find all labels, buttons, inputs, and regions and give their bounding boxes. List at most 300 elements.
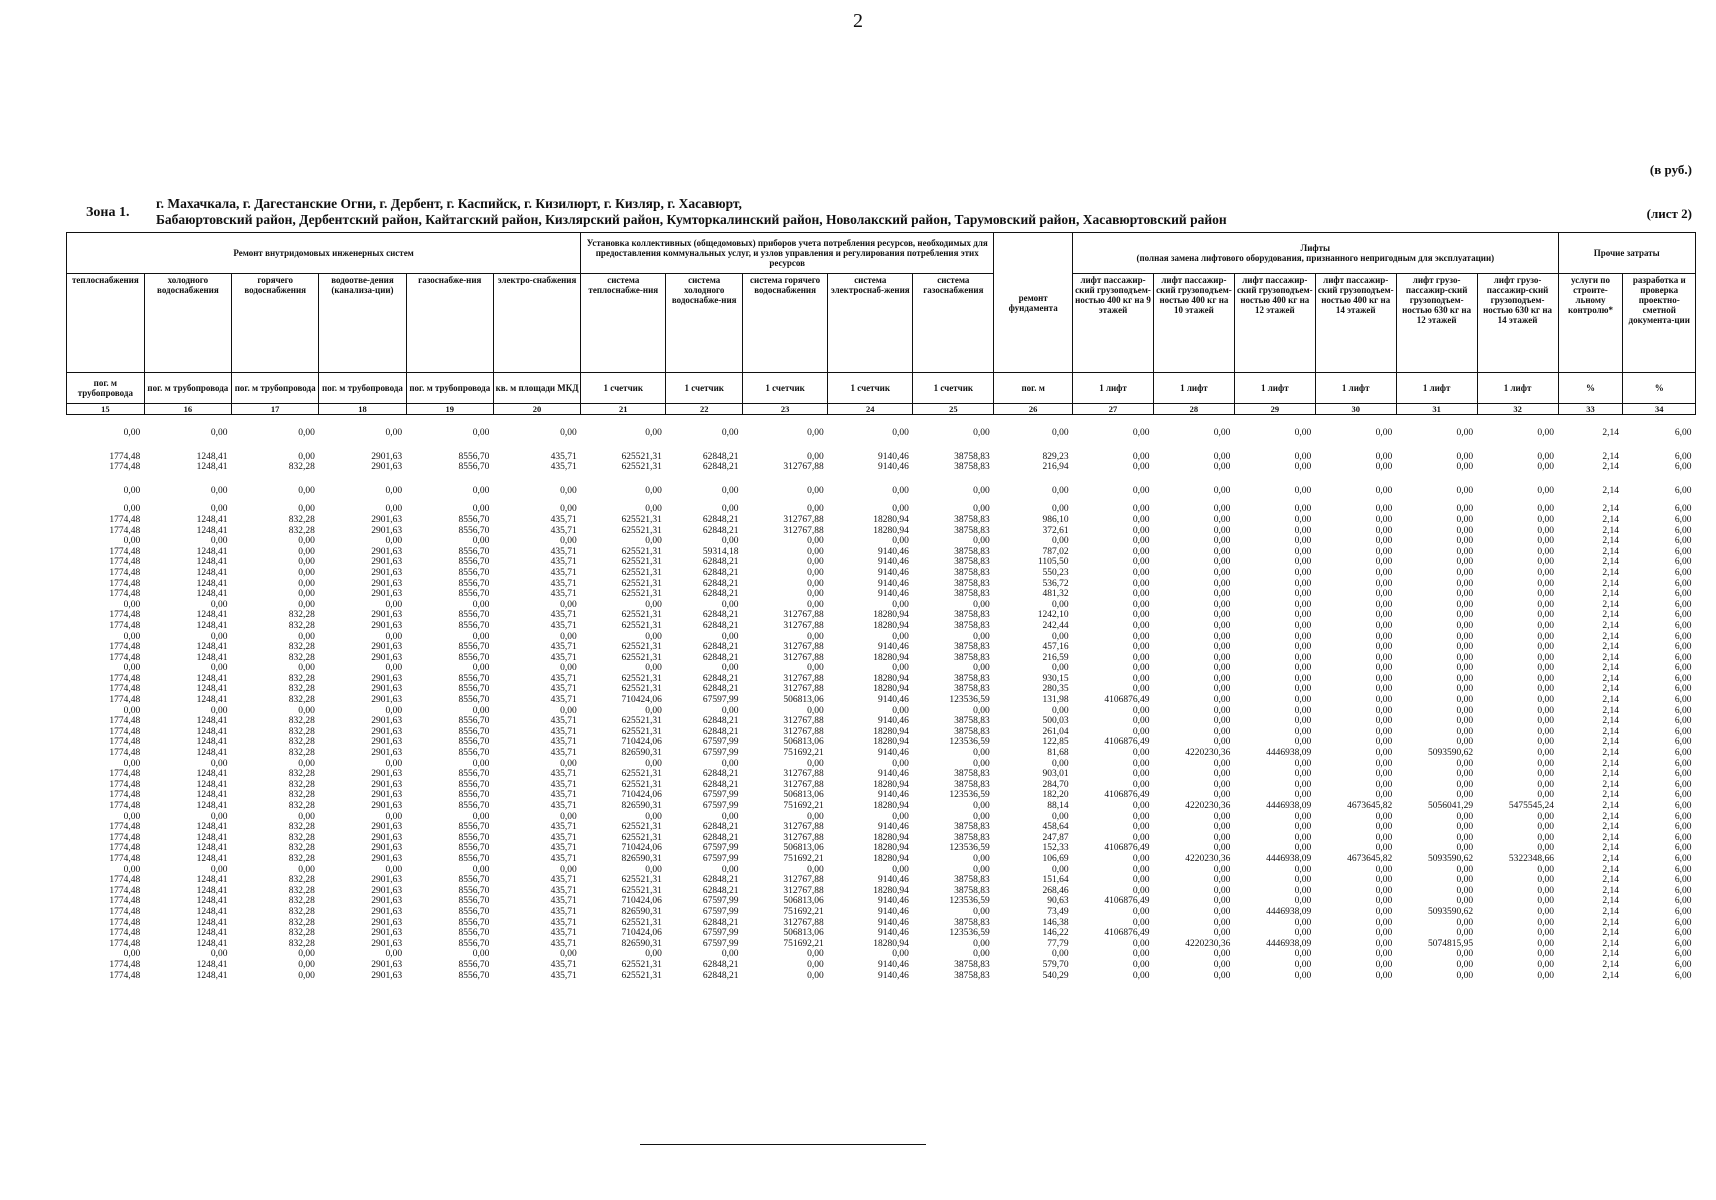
table-cell: 0,00 bbox=[1456, 451, 1474, 462]
table-cell: 6,00 bbox=[1674, 970, 1692, 981]
cost-table-wrapper bbox=[66, 232, 1696, 981]
table-cell: 0,00 bbox=[973, 949, 990, 960]
col-number-25: 25 bbox=[913, 404, 994, 415]
table-cell: 131,98 bbox=[1042, 695, 1069, 706]
table-row bbox=[67, 907, 1696, 918]
table-cell: 0,00 bbox=[1213, 695, 1231, 706]
table-cell: 38758,83 bbox=[954, 779, 990, 790]
table-cell: 0,00 bbox=[472, 485, 490, 496]
table-cell: 2,14 bbox=[1602, 536, 1619, 547]
col-unit-25: 1 счетчик bbox=[913, 373, 994, 404]
table-cell: 5093590,62 bbox=[1427, 748, 1474, 759]
table-cell: 8556,70 bbox=[458, 695, 490, 706]
table-cell: 0,00 bbox=[1537, 428, 1555, 438]
table-cell: 625521,31 bbox=[621, 885, 662, 896]
table-cell: 832,28 bbox=[288, 822, 315, 833]
table-cell: 0,00 bbox=[472, 536, 490, 547]
table-cell: 5093590,62 bbox=[1427, 853, 1474, 864]
table-cell: 8556,70 bbox=[458, 525, 490, 536]
table-cell: 2,14 bbox=[1602, 485, 1619, 496]
col-number-34: 34 bbox=[1623, 404, 1696, 415]
table-cell: 0,00 bbox=[1456, 705, 1474, 716]
table-cell: 8556,70 bbox=[458, 726, 490, 737]
table-cell: 0,00 bbox=[1294, 970, 1312, 981]
table-row bbox=[67, 928, 1696, 939]
table-cell: 710424,06 bbox=[621, 695, 662, 706]
table-cell: 38758,83 bbox=[954, 673, 990, 684]
table-cell: 1248,41 bbox=[196, 790, 228, 801]
table-cell: 2901,63 bbox=[371, 769, 403, 780]
table-row bbox=[67, 653, 1696, 664]
table-cell: 2,14 bbox=[1602, 917, 1619, 928]
table-cell: 0,00 bbox=[123, 949, 141, 960]
table-cell: 1248,41 bbox=[196, 779, 228, 790]
col-number-18: 18 bbox=[319, 404, 406, 415]
table-cell: 0,00 bbox=[1456, 885, 1474, 896]
table-cell: 0,00 bbox=[1132, 949, 1150, 960]
table-row bbox=[67, 568, 1696, 579]
col-header-28: лифт пассажир-ский грузоподъем-ностью 400 кг на 10 этажей bbox=[1153, 274, 1234, 373]
table-cell: 9140,46 bbox=[877, 790, 909, 801]
table-cell: 0,00 bbox=[1132, 705, 1150, 716]
table-cell: 0,00 bbox=[385, 536, 403, 547]
table-cell: 1248,41 bbox=[196, 885, 228, 896]
table-cell: 152,33 bbox=[1042, 843, 1069, 854]
table-cell: 0,00 bbox=[1213, 875, 1231, 886]
table-cell: 1774,48 bbox=[109, 462, 141, 473]
table-cell: 38758,83 bbox=[954, 557, 990, 568]
table-cell: 2901,63 bbox=[371, 642, 403, 653]
table-cell: 4446938,09 bbox=[1266, 938, 1312, 949]
table-cell: 0,00 bbox=[973, 748, 990, 759]
table-cell: 435,71 bbox=[550, 546, 577, 557]
table-cell: 0,00 bbox=[1456, 769, 1474, 780]
table-cell: 6,00 bbox=[1674, 811, 1692, 822]
table-cell: 0,00 bbox=[123, 758, 141, 769]
table-cell: 0,00 bbox=[1537, 970, 1555, 981]
table-cell: 0,00 bbox=[1456, 684, 1474, 695]
table-cell: 268,46 bbox=[1042, 885, 1069, 896]
table-cell: 0,00 bbox=[1132, 832, 1150, 843]
table-cell: 0,00 bbox=[645, 705, 662, 716]
table-cell: 0,00 bbox=[298, 758, 315, 769]
table-cell: 0,00 bbox=[973, 938, 990, 949]
table-cell: 0,00 bbox=[1213, 663, 1231, 674]
table-cell: 625521,31 bbox=[621, 642, 662, 653]
table-cell: 0,00 bbox=[807, 663, 824, 674]
table-cell: 0,00 bbox=[298, 578, 315, 589]
table-cell: 0,00 bbox=[645, 536, 662, 547]
table-cell: 0,00 bbox=[1456, 536, 1474, 547]
table-cell: 832,28 bbox=[288, 462, 315, 473]
col-unit-32: 1 лифт bbox=[1477, 373, 1558, 404]
table-cell: 0,00 bbox=[1294, 716, 1312, 727]
table-row bbox=[67, 843, 1696, 854]
table-cell: 2,14 bbox=[1602, 959, 1619, 970]
table-cell: 38758,83 bbox=[954, 451, 990, 462]
table-cell: 0,00 bbox=[1294, 428, 1312, 438]
table-cell: 0,00 bbox=[1537, 758, 1555, 769]
table-cell: 0,00 bbox=[1213, 705, 1231, 716]
table-cell: 0,00 bbox=[1294, 758, 1312, 769]
table-cell: 0,00 bbox=[1456, 557, 1474, 568]
table-cell: 6,00 bbox=[1674, 599, 1692, 610]
table-cell: 2901,63 bbox=[371, 726, 403, 737]
table-cell: 8556,70 bbox=[458, 716, 490, 727]
table-cell: 77,79 bbox=[1047, 938, 1069, 949]
col-unit-20: кв. м площади МКД bbox=[493, 373, 580, 404]
table-cell: 625521,31 bbox=[621, 620, 662, 631]
table-cell: 0,00 bbox=[210, 663, 228, 674]
table-cell: 81,68 bbox=[1047, 748, 1069, 759]
table-cell: 1248,41 bbox=[196, 642, 228, 653]
table-cell: 0,00 bbox=[1375, 546, 1393, 557]
table-cell: 4446938,09 bbox=[1266, 748, 1312, 759]
table-cell: 506813,06 bbox=[783, 843, 824, 854]
table-row bbox=[67, 812, 1696, 823]
table-cell: 6,00 bbox=[1674, 779, 1692, 790]
table-cell: 9140,46 bbox=[877, 695, 909, 706]
table-cell: 0,00 bbox=[1537, 514, 1555, 525]
col-number-29: 29 bbox=[1234, 404, 1315, 415]
table-cell: 4106876,49 bbox=[1104, 695, 1150, 706]
table-cell: 0,00 bbox=[973, 485, 990, 496]
table-cell: 4446938,09 bbox=[1266, 906, 1312, 917]
table-cell: 0,00 bbox=[1132, 525, 1150, 536]
table-cell: 0,00 bbox=[973, 864, 990, 875]
table-cell: 0,00 bbox=[1456, 485, 1474, 496]
table-cell: 6,00 bbox=[1674, 832, 1692, 843]
table-cell: 0,00 bbox=[1375, 525, 1393, 536]
table-cell: 2901,63 bbox=[371, 610, 403, 621]
table-cell: 0,00 bbox=[1132, 451, 1150, 462]
table-cell: 0,00 bbox=[1537, 567, 1555, 578]
table-cell: 0,00 bbox=[1537, 716, 1555, 727]
table-cell: 0,00 bbox=[1375, 748, 1393, 759]
table-cell: 625521,31 bbox=[621, 514, 662, 525]
table-cell: 0,00 bbox=[807, 811, 824, 822]
col-unit-33: % bbox=[1558, 373, 1623, 404]
table-cell: 0,00 bbox=[560, 536, 577, 547]
table-cell: 832,28 bbox=[288, 853, 315, 864]
table-cell: 832,28 bbox=[288, 875, 315, 886]
table-cell: 0,00 bbox=[298, 631, 315, 642]
table-cell: 0,00 bbox=[1537, 843, 1555, 854]
table-cell: 0,00 bbox=[1294, 959, 1312, 970]
table-cell: 0,00 bbox=[1213, 843, 1231, 854]
table-row bbox=[67, 632, 1696, 643]
table-cell: 0,00 bbox=[1537, 928, 1555, 939]
table-cell: 0,00 bbox=[1213, 451, 1231, 462]
table-cell: 38758,83 bbox=[954, 832, 990, 843]
table-cell: 0,00 bbox=[1537, 748, 1555, 759]
table-cell: 0,00 bbox=[1132, 801, 1150, 811]
table-cell: 312767,88 bbox=[783, 822, 824, 833]
table-cell: 0,00 bbox=[807, 599, 824, 610]
table-cell: 0,00 bbox=[1213, 589, 1231, 600]
table-cell: 435,71 bbox=[550, 514, 577, 525]
table-cell: 0,00 bbox=[1132, 536, 1150, 547]
table-cell: 0,00 bbox=[385, 428, 403, 438]
table-cell: 832,28 bbox=[288, 620, 315, 631]
table-cell: 6,00 bbox=[1674, 642, 1692, 653]
table-cell: 9140,46 bbox=[877, 716, 909, 727]
table-cell: 18280,94 bbox=[873, 737, 909, 748]
table-cell: 2,14 bbox=[1602, 428, 1619, 438]
col-header-30: лифт пассажир-ский грузоподъем-ностью 400 кг на 14 этажей bbox=[1315, 274, 1396, 373]
table-cell: 0,00 bbox=[1213, 864, 1231, 875]
col-header-24: система электроснаб-жения bbox=[828, 274, 913, 373]
table-cell: 787,02 bbox=[1042, 546, 1069, 557]
table-cell: 6,00 bbox=[1674, 652, 1692, 663]
table-cell: 0,00 bbox=[123, 428, 141, 438]
table-cell: 0,00 bbox=[1294, 504, 1312, 515]
table-cell: 625521,31 bbox=[621, 970, 662, 981]
table-cell: 0,00 bbox=[123, 811, 141, 822]
table-cell: 6,00 bbox=[1674, 864, 1692, 875]
col-unit-16: пог. м трубопровода bbox=[144, 373, 231, 404]
table-cell: 2,14 bbox=[1602, 514, 1619, 525]
table-cell: 0,00 bbox=[807, 536, 824, 547]
zone-label: Зона 1. bbox=[86, 205, 130, 220]
table-cell: 625521,31 bbox=[621, 832, 662, 843]
table-cell: 6,00 bbox=[1674, 853, 1692, 864]
col-header-34: разработка и проверка проектно-сметной документа-ции bbox=[1623, 274, 1696, 373]
table-cell: 0,00 bbox=[472, 758, 490, 769]
table-cell: 0,00 bbox=[1375, 536, 1393, 547]
table-cell: 38758,83 bbox=[954, 642, 990, 653]
table-cell: 312767,88 bbox=[783, 652, 824, 663]
table-cell: 9140,46 bbox=[877, 959, 909, 970]
table-cell: 38758,83 bbox=[954, 462, 990, 473]
table-cell: 0,00 bbox=[1456, 970, 1474, 981]
table-cell: 2,14 bbox=[1602, 684, 1619, 695]
table-cell: 38758,83 bbox=[954, 652, 990, 663]
table-cell: 0,00 bbox=[1132, 578, 1150, 589]
table-cell: 0,00 bbox=[1294, 462, 1312, 473]
table-cell: 1774,48 bbox=[109, 642, 141, 653]
table-cell: 0,00 bbox=[973, 663, 990, 674]
table-cell: 2,14 bbox=[1602, 843, 1619, 854]
col-header-21: система теплоснабже-ния bbox=[581, 274, 666, 373]
table-cell: 67597,99 bbox=[702, 906, 739, 917]
table-cell: 0,00 bbox=[298, 557, 315, 568]
table-row bbox=[67, 960, 1696, 971]
table-cell: 62848,21 bbox=[702, 875, 739, 886]
table-cell: 1774,48 bbox=[109, 769, 141, 780]
table-row bbox=[67, 674, 1696, 685]
table-cell: 751692,21 bbox=[783, 906, 824, 917]
group-header-internal-systems: Ремонт внутридомовых инженерных систем bbox=[67, 233, 581, 274]
table-cell: 1774,48 bbox=[109, 748, 141, 759]
table-cell: 832,28 bbox=[288, 928, 315, 939]
table-cell: 1248,41 bbox=[196, 610, 228, 621]
table-cell: 1774,48 bbox=[109, 801, 141, 811]
table-cell: 0,00 bbox=[1294, 896, 1312, 907]
table-cell: 18280,94 bbox=[873, 779, 909, 790]
table-cell: 0,00 bbox=[1294, 652, 1312, 663]
table-cell: 1248,41 bbox=[196, 716, 228, 727]
table-cell: 2,14 bbox=[1602, 949, 1619, 960]
table-cell: 312767,88 bbox=[783, 514, 824, 525]
table-cell: 0,00 bbox=[1537, 875, 1555, 886]
table-cell: 38758,83 bbox=[954, 716, 990, 727]
table-cell: 88,14 bbox=[1047, 801, 1069, 811]
col-number-32: 32 bbox=[1477, 404, 1558, 415]
table-cell: 6,00 bbox=[1674, 737, 1692, 748]
table-cell: 0,00 bbox=[1294, 485, 1312, 496]
table-cell: 481,32 bbox=[1042, 589, 1069, 600]
table-cell: 0,00 bbox=[1456, 589, 1474, 600]
table-cell: 216,59 bbox=[1042, 652, 1069, 663]
table-cell: 9140,46 bbox=[877, 578, 909, 589]
table-cell: 0,00 bbox=[1051, 428, 1069, 438]
table-cell: 312767,88 bbox=[783, 610, 824, 621]
table-cell: 0,00 bbox=[1456, 896, 1474, 907]
table-cell: 832,28 bbox=[288, 801, 315, 811]
table-cell: 1248,41 bbox=[196, 726, 228, 737]
table-row bbox=[67, 737, 1696, 748]
table-cell: 0,00 bbox=[1375, 485, 1393, 496]
table-cell: 0,00 bbox=[1051, 536, 1069, 547]
table-cell: 0,00 bbox=[1456, 462, 1474, 473]
table-cell: 0,00 bbox=[1456, 832, 1474, 843]
table-cell: 435,71 bbox=[550, 779, 577, 790]
table-cell: 0,00 bbox=[1537, 811, 1555, 822]
table-cell: 0,00 bbox=[1375, 959, 1393, 970]
col-header-32: лифт грузо-пассажир-ский грузоподъем-ностью 630 кг на 14 этажей bbox=[1477, 274, 1558, 373]
table-cell: 1774,48 bbox=[109, 959, 141, 970]
table-cell: 1774,48 bbox=[109, 832, 141, 843]
col-unit-34: % bbox=[1623, 373, 1696, 404]
table-cell: 0,00 bbox=[298, 546, 315, 557]
table-cell: 0,00 bbox=[1537, 557, 1555, 568]
table-cell: 2901,63 bbox=[371, 557, 403, 568]
table-cell: 0,00 bbox=[1213, 631, 1231, 642]
table-cell: 0,00 bbox=[1456, 599, 1474, 610]
table-cell: 8556,70 bbox=[458, 684, 490, 695]
table-cell: 6,00 bbox=[1674, 536, 1692, 547]
table-cell: 62848,21 bbox=[702, 832, 739, 843]
table-cell: 710424,06 bbox=[621, 843, 662, 854]
table-cell: 0,00 bbox=[1456, 652, 1474, 663]
table-cell: 0,00 bbox=[973, 853, 990, 864]
table-cell: 1774,48 bbox=[109, 737, 141, 748]
table-cell: 0,00 bbox=[1375, 832, 1393, 843]
table-cell: 832,28 bbox=[288, 737, 315, 748]
table-cell: 1774,48 bbox=[109, 843, 141, 854]
table-cell: 6,00 bbox=[1674, 959, 1692, 970]
table-cell: 1774,48 bbox=[109, 970, 141, 981]
table-cell: 0,00 bbox=[1375, 695, 1393, 706]
table-cell: 0,00 bbox=[210, 485, 228, 496]
table-cell: 2,14 bbox=[1602, 631, 1619, 642]
table-cell: 0,00 bbox=[1456, 811, 1474, 822]
table-cell: 0,00 bbox=[1132, 652, 1150, 663]
table-cell: 1774,48 bbox=[109, 567, 141, 578]
table-cell: 0,00 bbox=[1375, 917, 1393, 928]
col-unit-15: пог. м трубопровода bbox=[67, 373, 145, 404]
table-cell: 0,00 bbox=[385, 949, 403, 960]
table-cell: 67597,99 bbox=[702, 853, 739, 864]
table-cell: 625521,31 bbox=[621, 769, 662, 780]
table-cell: 0,00 bbox=[1375, 938, 1393, 949]
table-cell: 0,00 bbox=[1294, 875, 1312, 886]
table-cell: 0,00 bbox=[973, 536, 990, 547]
table-cell: 435,71 bbox=[550, 875, 577, 886]
table-cell: 6,00 bbox=[1674, 790, 1692, 801]
table-cell: 1248,41 bbox=[196, 843, 228, 854]
title-line-2: Бабаюртовский район, Дербентский район, Кайтагский район, Кизлярский район, Кумторкалинский район, Новолакский район, Тарумовский район, Хасавюртовский район bbox=[156, 212, 1227, 227]
table-cell: 435,71 bbox=[550, 525, 577, 536]
table-cell: 0,00 bbox=[1294, 514, 1312, 525]
table-cell: 1248,41 bbox=[196, 451, 228, 462]
table-cell: 710424,06 bbox=[621, 790, 662, 801]
table-cell: 2901,63 bbox=[371, 790, 403, 801]
table-cell: 2,14 bbox=[1602, 896, 1619, 907]
table-cell: 0,00 bbox=[645, 485, 662, 496]
table-cell: 1774,48 bbox=[109, 684, 141, 695]
table-cell: 18280,94 bbox=[873, 885, 909, 896]
table-cell: 0,00 bbox=[1375, 567, 1393, 578]
table-cell: 0,00 bbox=[1132, 642, 1150, 653]
title-line-1: г. Махачкала, г. Дагестанские Огни, г. Дербент, г. Каспийск, г. Кизилюрт, г. Кизляр, г. Хасавюрт, bbox=[156, 196, 742, 211]
table-cell: 625521,31 bbox=[621, 578, 662, 589]
table-cell: 18280,94 bbox=[873, 525, 909, 536]
col-header-31: лифт грузо-пассажир-ский грузоподъем-ностью 630 кг на 12 этажей bbox=[1396, 274, 1477, 373]
table-cell: 312767,88 bbox=[783, 769, 824, 780]
table-cell: 457,16 bbox=[1042, 642, 1069, 653]
table-cell: 0,00 bbox=[123, 485, 141, 496]
table-cell: 0,00 bbox=[1132, 589, 1150, 600]
table-cell: 0,00 bbox=[1294, 525, 1312, 536]
table-row bbox=[67, 579, 1696, 590]
table-cell: 0,00 bbox=[1375, 779, 1393, 790]
table-cell: 435,71 bbox=[550, 578, 577, 589]
table-cell: 0,00 bbox=[1537, 525, 1555, 536]
table-row bbox=[67, 716, 1696, 727]
table-cell: 0,00 bbox=[1537, 938, 1555, 949]
table-cell: 0,00 bbox=[1375, 451, 1393, 462]
table-cell: 832,28 bbox=[288, 885, 315, 896]
table-cell: 2,14 bbox=[1602, 726, 1619, 737]
table-cell: 312767,88 bbox=[783, 684, 824, 695]
table-cell: 62848,21 bbox=[702, 652, 739, 663]
col-unit-23: 1 счетчик bbox=[743, 373, 828, 404]
table-cell: 0,00 bbox=[1537, 504, 1555, 515]
table-cell: 2,14 bbox=[1602, 557, 1619, 568]
table-row bbox=[67, 886, 1696, 897]
table-cell: 62848,21 bbox=[702, 557, 739, 568]
table-cell: 0,00 bbox=[1213, 885, 1231, 896]
table-cell: 1248,41 bbox=[196, 684, 228, 695]
table-cell: 832,28 bbox=[288, 726, 315, 737]
table-cell: 0,00 bbox=[1132, 822, 1150, 833]
table-cell: 312767,88 bbox=[783, 525, 824, 536]
table-cell: 1248,41 bbox=[196, 748, 228, 759]
table-cell: 0,00 bbox=[1213, 790, 1231, 801]
table-cell: 751692,21 bbox=[783, 938, 824, 949]
table-cell: 0,00 bbox=[1213, 462, 1231, 473]
table-cell: 312767,88 bbox=[783, 620, 824, 631]
table-cell: 751692,21 bbox=[783, 853, 824, 864]
table-cell: 67597,99 bbox=[702, 938, 739, 949]
table-cell: 242,44 bbox=[1042, 620, 1069, 631]
table-cell: 8556,70 bbox=[458, 748, 490, 759]
table-cell: 435,71 bbox=[550, 684, 577, 695]
table-cell: 2,14 bbox=[1602, 790, 1619, 801]
table-cell: 0,00 bbox=[1375, 875, 1393, 886]
